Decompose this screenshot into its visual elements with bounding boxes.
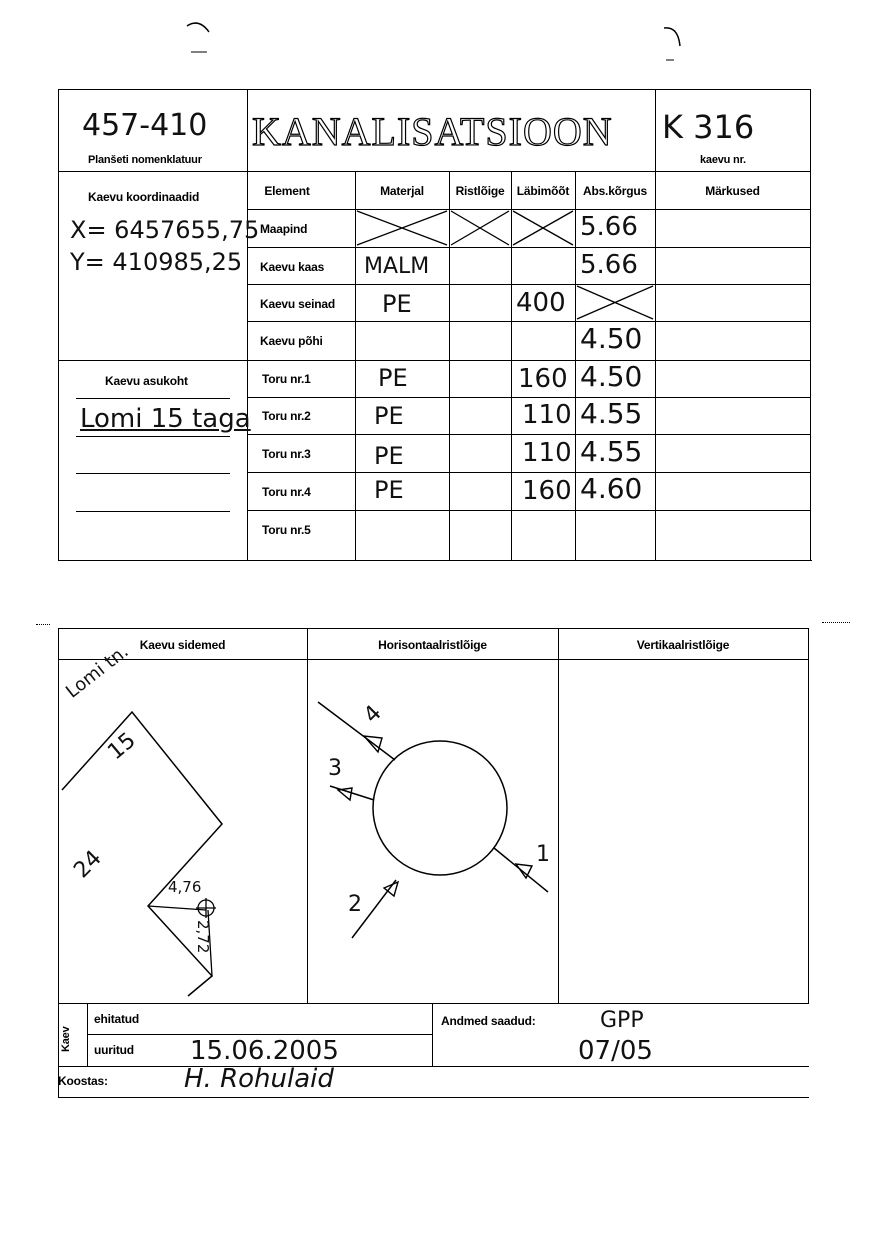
- col-label-vertical-section: Vertikaalristlõige: [636, 638, 730, 652]
- pipe-label-1: 1: [536, 842, 550, 867]
- measured-date-value: 15.06.2005: [190, 1036, 339, 1066]
- ties-distance-24: 24: [69, 845, 107, 884]
- fold-mark-left: [36, 624, 50, 625]
- cross-mark-maapind-cross: [449, 209, 511, 247]
- location-label: Kaevu asukoht: [105, 374, 188, 388]
- row-element-kaevu-pohi: Kaevu põhi: [260, 334, 323, 348]
- row-material-kaevu-seinad: PE: [382, 290, 412, 318]
- data-received-source: GPP: [600, 1008, 644, 1033]
- col-label-horizontal-section: Horisontaalristlõige: [378, 638, 487, 652]
- row-diameter-toru-3: 110: [522, 438, 572, 468]
- row-element-toru-5: Toru nr.5: [262, 523, 311, 537]
- cross-mark-seinad-height: [575, 284, 655, 321]
- punch-hole-mark-left: [185, 20, 215, 54]
- col-label-ties: Kaevu sidemed: [139, 638, 226, 652]
- pipe-label-4: 4: [359, 700, 387, 729]
- row-height-kaevu-pohi: 4.50: [580, 322, 643, 355]
- col-header-diameter: Läbimõõt: [516, 184, 570, 198]
- row-material-toru-3: PE: [374, 442, 404, 470]
- nomenclature-label: Planšeti nomenklatuur: [88, 154, 202, 166]
- row-material-kaevu-kaas: MALM: [364, 254, 430, 279]
- horizontal-section-sketch: [308, 660, 558, 1003]
- col-header-cross-section: Ristlõige: [455, 184, 505, 198]
- nomenclature-value: 457-410: [82, 108, 208, 143]
- cross-mark-maapind-diameter: [511, 209, 575, 247]
- col-header-notes: Märkused: [705, 184, 760, 198]
- ties-distance-272: 2,72: [194, 920, 212, 954]
- row-element-kaevu-kaas: Kaevu kaas: [260, 260, 325, 274]
- row-material-toru-1: PE: [378, 364, 408, 392]
- location-value: Lomi 15 taga: [80, 404, 251, 434]
- ties-distance-476: 4,76: [168, 878, 202, 896]
- row-diameter-toru-1: 160: [518, 364, 568, 394]
- row-material-toru-4: PE: [374, 476, 404, 504]
- side-label-kaev: Kaev: [60, 1026, 72, 1052]
- compiled-by-signature: H. Rohulaid: [184, 1064, 334, 1094]
- row-material-toru-2: PE: [374, 402, 404, 430]
- coord-y-value: Y= 410985,25: [70, 248, 243, 276]
- row-height-toru-2: 4.55: [580, 397, 643, 430]
- row-diameter-kaevu-seinad: 400: [516, 288, 566, 318]
- pipe-label-2: 2: [348, 892, 362, 917]
- compiled-label: Koostas:: [58, 1074, 108, 1088]
- row-height-maapind: 5.66: [580, 212, 638, 242]
- row-element-toru-4: Toru nr.4: [262, 485, 311, 499]
- pipe-label-3: 3: [328, 756, 342, 781]
- row-element-toru-2: Toru nr.2: [262, 409, 311, 423]
- manhole-circle: [373, 741, 507, 875]
- row-height-toru-1: 4.50: [580, 360, 643, 393]
- fold-mark-right: [822, 622, 850, 623]
- col-header-element: Element: [264, 184, 310, 198]
- punch-hole-mark-right: [662, 22, 692, 62]
- data-received-date: 07/05: [578, 1036, 653, 1066]
- ties-street-label: Lomi tn.: [62, 640, 133, 703]
- row-diameter-toru-4: 160: [522, 476, 572, 506]
- well-number-label: kaevu nr.: [700, 154, 746, 166]
- row-height-kaevu-kaas: 5.66: [580, 250, 638, 280]
- col-header-abs-height: Abs.kõrgus: [582, 184, 647, 198]
- row-element-kaevu-seinad: Kaevu seinad: [260, 297, 335, 311]
- data-received-label: Andmed saadud:: [441, 1014, 536, 1028]
- row-diameter-toru-2: 110: [522, 400, 572, 430]
- well-number-value: K 316: [662, 108, 755, 146]
- built-label: ehitatud: [94, 1012, 140, 1026]
- measured-label: uuritud: [94, 1043, 134, 1057]
- row-element-toru-3: Toru nr.3: [262, 447, 311, 461]
- cross-mark-maapind-material: [355, 209, 449, 247]
- row-height-toru-4: 4.60: [580, 472, 643, 505]
- page-title: KANALISATSIOON: [252, 109, 613, 154]
- coords-label: Kaevu koordinaadid: [88, 190, 200, 204]
- ties-distance-15: 15: [103, 727, 141, 766]
- ties-sketch: [58, 660, 307, 1003]
- row-element-maapind: Maapind: [260, 222, 308, 236]
- coord-x-value: X= 6457655,75: [70, 216, 260, 244]
- col-header-material: Materjal: [380, 184, 424, 198]
- row-element-toru-1: Toru nr.1: [262, 372, 311, 386]
- row-height-toru-3: 4.55: [580, 435, 643, 468]
